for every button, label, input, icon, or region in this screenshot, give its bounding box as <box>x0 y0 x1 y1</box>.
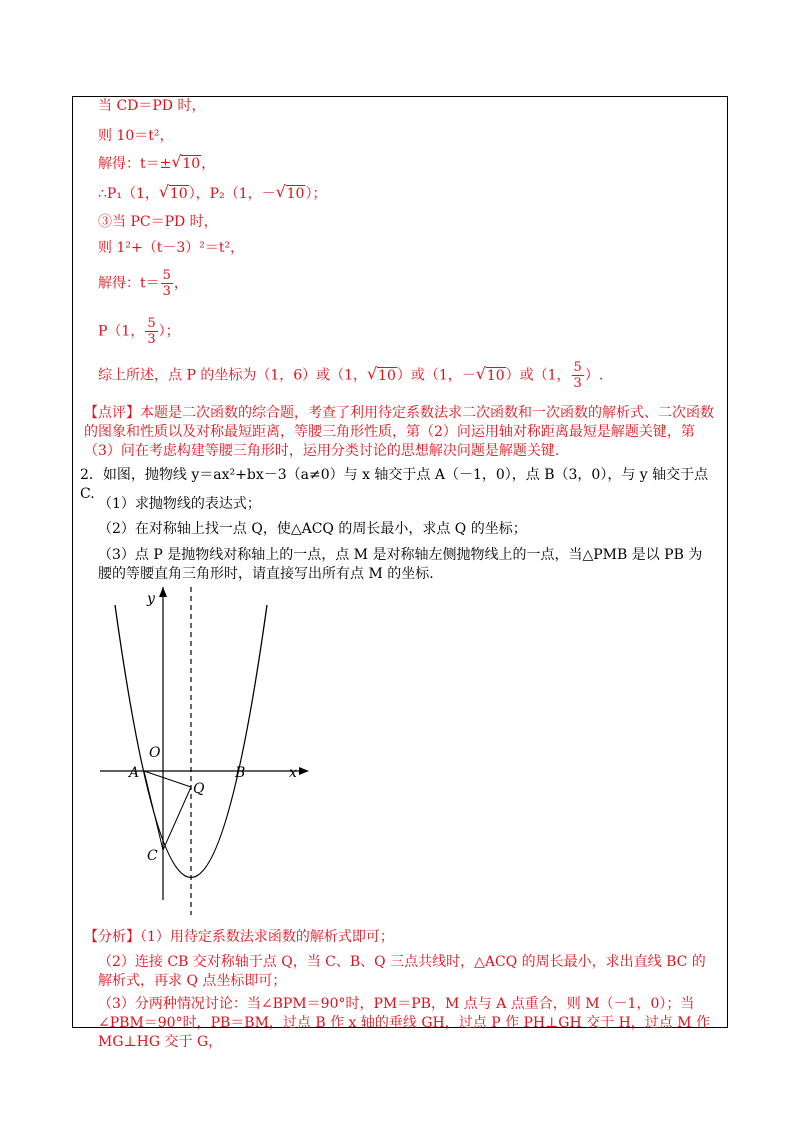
question-2: （2）在对称轴上找一点 Q，使△ACQ 的周长最小，求点 Q 的坐标； <box>98 521 527 537</box>
analysis-1 <box>84 928 714 947</box>
segment-CQ <box>163 787 191 850</box>
sqrt-symbol <box>476 367 506 385</box>
radicand: 10 <box>169 186 188 202</box>
label-x: x <box>289 765 297 781</box>
label-A: A <box>129 765 140 781</box>
comment-text: 本题是二次函数的综合题，考查了利用待定系数法求二次函数和一次函数的解析式、二次函数的图象和性质以及对称最短距离，等腰三角形性质，第（2）问运用轴对称距离最短是解题关键，第（3）问在考虑构建等腰三角形时，运用分类讨论的思想解决问题是解题关键. <box>84 405 714 459</box>
solution-line-4 <box>98 185 326 203</box>
text: ）或（1， <box>505 367 571 384</box>
solution-line-1: 当 CD＝PD 时， <box>98 98 206 114</box>
analysis-2: （2）连接 CB 交对称轴于点 Q，当 C、B、Q 三点共线时，△ACQ 的周长最小，求出直线 BC 的解析式，再求 Q 点坐标即可； <box>98 954 706 989</box>
label-Q: Q <box>193 781 205 797</box>
label-B: B <box>235 765 246 781</box>
numerator: 5 <box>573 360 582 375</box>
analysis-3: （3）分两种情况讨论：当∠BPM＝90°时，PM＝PB，M 点与 A 点重合，则 M（－1，0）；当∠PBM＝90°时，PB＝BM，过点 B 作 x 轴的垂线 GH，过点 P 作 PH⊥GH 交于 H，过点 M 作 MG⊥HG 交于 G， <box>98 996 711 1050</box>
problem-stem-text: 如图，抛物线 y＝ax²+bx－3（a≠0）与 x 轴交于点 A（－1，0），点 B（3，0），与 y 轴交于点 C. <box>80 467 709 502</box>
denominator: 3 <box>573 376 582 391</box>
problem-number: 2． <box>80 467 103 483</box>
sqrt-symbol <box>159 185 189 203</box>
solution-line-5: ③当 PC＝PD 时， <box>98 214 218 230</box>
comment-paragraph <box>84 404 714 461</box>
radicand: 10 <box>378 367 396 384</box>
comment-label: 【点评】 <box>84 405 140 421</box>
text: 综上所述，点 P 的坐标为（1，6）或（1， <box>98 367 368 384</box>
solution-line-2: 则 10＝t²， <box>98 128 174 144</box>
sqrt-symbol <box>276 185 306 203</box>
numerator: 5 <box>147 316 156 331</box>
segment-AQ <box>144 771 191 787</box>
denominator: 3 <box>147 332 156 347</box>
analysis-text-1: （1）用待定系数法求函数的解析式即可； <box>140 929 394 945</box>
fraction <box>572 360 584 391</box>
solution-line-6: 则 1²+（t－3）²＝t²， <box>98 240 245 256</box>
denominator: 3 <box>162 284 171 299</box>
solution-line-7 <box>98 268 188 299</box>
text: ），P₂（1，－ <box>188 186 276 202</box>
text: ， <box>173 275 188 292</box>
radicand: 10 <box>486 367 505 384</box>
solution-line-3 <box>98 155 215 173</box>
sqrt-symbol <box>171 155 201 173</box>
x-axis-arrow <box>299 767 309 775</box>
text: ）； <box>158 323 180 340</box>
sqrt-symbol <box>367 367 397 385</box>
text: 解得：t＝± <box>98 156 172 172</box>
fraction <box>161 268 173 299</box>
text: ）； <box>305 186 327 202</box>
question-3: （3）点 P 是抛物线对称轴上的一点，点 M 是对称轴左侧抛物线上的一点，当△PMB 是以 PB 为腰的等腰直角三角形时，请直接写出所有点 M 的坐标. <box>98 547 703 582</box>
label-y: y <box>147 591 155 607</box>
solution-line-8 <box>98 316 180 347</box>
text: ）或（1，－ <box>396 367 476 384</box>
label-C: C <box>147 848 158 864</box>
text: ∴P₁（1， <box>98 186 159 202</box>
text: P（1， <box>98 323 145 340</box>
segment-AC <box>144 771 163 850</box>
text: 解得：t＝ <box>98 275 160 292</box>
question-1: （1）求抛物线的表达式； <box>98 496 261 512</box>
parabola-figure <box>95 585 315 920</box>
radicand: 10 <box>182 156 201 172</box>
numerator: 5 <box>162 268 171 283</box>
text: ）. <box>584 367 604 384</box>
label-O: O <box>149 745 161 761</box>
text: ， <box>201 156 216 172</box>
solution-line-9 <box>98 360 603 391</box>
y-axis-arrow <box>159 587 167 597</box>
fraction <box>145 316 157 347</box>
analysis-label: 【分析】 <box>84 929 140 945</box>
radicand: 10 <box>286 186 305 202</box>
